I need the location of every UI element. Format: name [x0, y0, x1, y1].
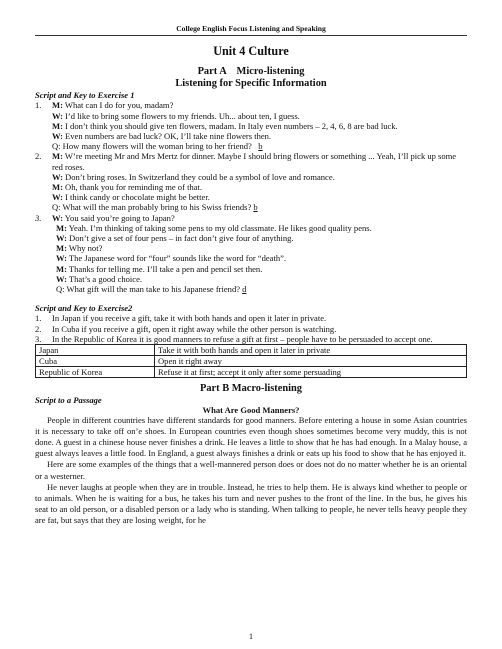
page-content [35, 44, 467, 526]
exercise2-heading: Script and Key to Exercise2 [35, 303, 133, 314]
table-cell: Republic of Korea [36, 367, 155, 378]
answer-key: d [242, 284, 247, 295]
gift-customs-table [35, 344, 467, 378]
table-cell: Refuse it at first; accept it only after some persuading [155, 367, 467, 378]
question-line: Q: How many flowers will the woman bring to her friend? [52, 141, 252, 152]
item-number: 3. [35, 333, 42, 344]
exercise2-item-3 [35, 334, 467, 344]
speaker-label: M: [52, 100, 63, 111]
item-number: 3. [35, 212, 42, 223]
running-header: College English Focus Listening and Speaking [176, 24, 326, 33]
item-number: 1. [35, 100, 42, 111]
dialogue-line: Don’t give a set of four pens – in fact don’t give four of anything. [66, 233, 294, 244]
speaker-label: M: [56, 222, 67, 233]
speaker-label: W: [56, 233, 67, 244]
page-number: 1 [248, 631, 254, 641]
passage-paragraph: People in different countries have different standards for good manners. Before entering a house in some Asian countries it is necessary to take off on’e shoes. In European countries even though shoes sometimes become very muddy, this is not done. A guest in a chinese house never finishes a drink. He leaves a little to show that he has had enough. In a Malay house, a guest always leaves a little food. In England, a guest always finishes a drink or eats up his food to show that he has enjoyed it. [35, 415, 467, 459]
table-cell: Take it with both hands and open it later in private [155, 345, 467, 356]
exercise1-heading: Script and Key to Exercise 1 [35, 90, 135, 101]
speaker-label: W: [52, 110, 63, 121]
question-line: Q: What gift will the man take to his Japanese friend? [56, 284, 241, 295]
speaker-label: M: [56, 243, 67, 254]
dialogue-line: You said you’re going to Japan? [62, 212, 175, 223]
speaker-label: W: [56, 253, 67, 264]
dialogue-line: The Japanese word for “four” sounds like the word for “death”. [66, 253, 287, 264]
part-a-subtitle: Listening for Specific Information [175, 77, 327, 89]
table-cell: Japan [36, 345, 155, 356]
passage-script-heading: Script to a Passage [35, 394, 102, 405]
dialogue-line: I think candy or chocolate might be better. [62, 192, 210, 203]
dialogue-line: What can I do for you, madam? [62, 100, 174, 111]
dialogue-line: Don’t bring roses. In Switzerland they could be a symbol of love and romance. [62, 171, 335, 182]
speaker-label: W: [52, 171, 63, 182]
exercise1-item-2 [35, 151, 467, 212]
table-cell: Open it right away [155, 356, 467, 367]
header-rule [35, 35, 467, 36]
passage-title: What Are Good Manners? [202, 404, 300, 415]
exercise2-item-1 [35, 313, 467, 323]
speaker-label: W: [52, 192, 63, 203]
speaker-label: W: [56, 273, 67, 284]
dialogue-line: Thanks for telling me. I’ll take a pen and pencil set then. [66, 263, 263, 274]
dialogue-line: I’d like to bring some flowers to my friends. Uh... about ten, I guess. [62, 110, 300, 121]
item-number: 1. [35, 313, 42, 324]
passage-paragraph: Here are some examples of the things that a well-mannered person does or does not do no matter whether he is an oriental or a westerner. [35, 459, 467, 481]
item-text: In Cuba if you receive a gift, open it right away while the other person is watching. [52, 323, 337, 334]
part-a-title: Part A Micro-listening [197, 66, 305, 77]
dialogue-line: That’s a good choice. [66, 273, 143, 284]
speaker-label: M: [52, 120, 63, 131]
item-text: In Japan if you receive a gift, take it with both hands and open it later in private. [52, 313, 327, 324]
passage-paragraph: He never laughs at people when they are in trouble. Instead, he tries to help them. He is always kind whether to people or to animals. When he is waiting for a bus, he takes his turn and never pushes to the front of the line. In the bus, he gives his seat to an old person, or a disabled person or a lady who is standing. When talking to people, he never tells heavy people they are fat, but says that they are losing weight, for he [35, 481, 467, 525]
answer-key: b [253, 202, 258, 213]
answer-key: b [258, 141, 263, 152]
table-row [36, 356, 467, 367]
part-b-title: Part B Macro-listening [200, 383, 302, 395]
speaker-label: M: [56, 263, 67, 274]
dialogue-line: W’re meeting Mr and Mrs Mertz for dinner. Maybe I should bring flowers or something ... Yeah, I’ll pick up some red roses. [52, 151, 457, 172]
dialogue-line: Why not? [66, 243, 103, 254]
item-number: 2. [35, 151, 42, 162]
speaker-label: M: [52, 151, 63, 162]
dialogue-line: Even numbers are bad luck? OK, I’ll take nine flowers then. [62, 131, 272, 141]
exercise1-item-1 [35, 100, 467, 151]
table-cell: Cuba [36, 356, 155, 367]
table-row [36, 367, 467, 378]
dialogue-line: I don’t think you should give ten flowers, madam. In Italy even numbers – 2, 4, 6, 8 are bad luck. [62, 120, 398, 131]
item-text: In the Republic of Korea it is good manners to refuse a gift at first – people have to be persuaded to accept one. [52, 333, 433, 344]
table-row [36, 345, 467, 356]
dialogue-line: Yeah. I’m thinking of taking some pens to my old classmate. He likes good quality pens. [66, 222, 372, 233]
item-number: 2. [35, 323, 42, 334]
speaker-label: M: [52, 182, 63, 193]
speaker-label: W: [52, 131, 63, 141]
exercise2-item-2 [35, 324, 467, 334]
exercise1-item-3 [35, 213, 467, 295]
dialogue-line: Oh, thank you for reminding me of that. [62, 182, 203, 193]
speaker-label: W: [52, 212, 63, 223]
unit-title: Unit 4 Culture [213, 44, 289, 58]
question-line: Q: What will the man probably bring to his Swiss friends? [52, 202, 252, 213]
